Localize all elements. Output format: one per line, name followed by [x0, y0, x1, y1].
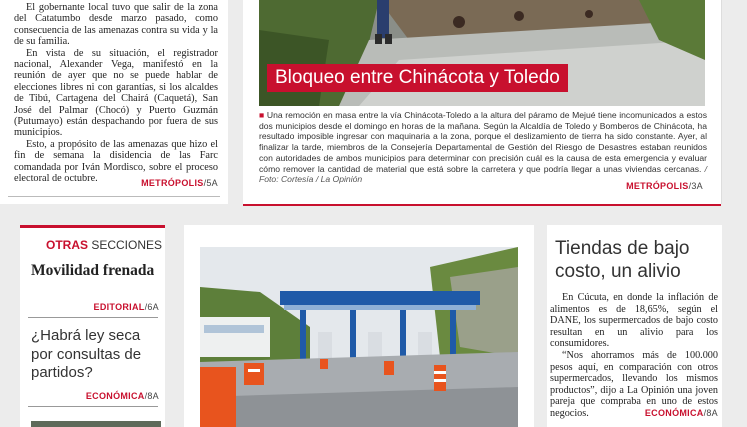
otras-secciones-label: [46, 238, 162, 252]
right-article-paragraph-2: “Nos ahorramos más de 100.000 pesos aquí, en comparación con otros supermercados, llevando los mismos productos”, dijo a La Opinión una joven pareja que compraba en uno de estos negocios.: [550, 349, 718, 419]
otras-label-red: OTRAS: [46, 238, 88, 252]
photo-credit: / Foto: Cortesía / La Opinión: [259, 163, 707, 185]
left-article-body: [14, 2, 218, 185]
right-article-section-link[interactable]: [645, 408, 718, 418]
photo-article-section-link[interactable]: [626, 181, 703, 191]
section-name: ECONÓMICA: [644, 408, 704, 418]
divider: [28, 406, 158, 407]
right-article-headline[interactable]: Tiendas de bajo costo, un alivio: [555, 238, 690, 282]
section-page: /3A: [688, 181, 703, 191]
section-page: /8A: [144, 391, 159, 401]
otras-item-2-section[interactable]: [86, 391, 159, 401]
caption-bullet: ■: [259, 110, 265, 120]
otras-secciones-box: [20, 225, 165, 427]
otras-item-1-title[interactable]: Movilidad frenada: [31, 262, 155, 279]
section-page: /5A: [203, 178, 218, 188]
toll-photo-card: [184, 225, 534, 427]
thumbnail-image: [31, 421, 161, 427]
section-name: METRÓPOLIS: [141, 178, 204, 188]
divider: [28, 317, 158, 318]
left-article-paragraph-3: Esto, a propósito de las amenazas que hizo el fin de semana la disidencia de las Farc comandada por Iván Mordisco, sobre el proceso electoral de octubre.: [14, 138, 218, 185]
otras-item-2-title[interactable]: ¿Habrá ley seca por consultas de partidos?: [31, 327, 142, 381]
section-name: METRÓPOLIS: [626, 181, 689, 191]
bottom-rule: [243, 204, 721, 206]
section-name: ECONÓMICA: [85, 391, 145, 401]
photo-caption: [259, 110, 707, 185]
photo-headline[interactable]: Bloqueo entre Chinácota y Toledo: [267, 64, 568, 92]
left-article: [0, 0, 228, 204]
caption-text: Una remoción en masa entre la vía Chinácota-Toledo a la altura del páramo de Mejué tiene incomunicados a estos dos municipios desde el domingo en horas de la mañana. Según la Alcaldía de Toledo y Bomberos de Chinácota, ha resultado imposible ingresar con maquinaria a la zona, porque el deslizamiento de tierra ha sido constante. Ayer, al finalizar la tarde, miembros de la Consejería Departamental de Gestión del Riesgo de Desastres estaban reunidos con autoridades de ambos municipios para determinar con precisión cuál es la causa de esta emergencia y evaluar cómo remover la cantidad de material que está sobre la carretera y que podría llegar a unas viviendas cercanas.: [259, 110, 707, 174]
section-name: EDITORIAL: [93, 302, 145, 312]
left-article-section-link[interactable]: [141, 178, 218, 188]
section-page: /6A: [144, 302, 159, 312]
left-article-paragraph-2: En vista de su situación, el registrador nacional, Alexander Vega, manifestó en la reunión de ayer que no se puede hablar de elecciones libres ni con garantías, si los alcaldes de Tibú, Cartagena del Chairá (Caquetá), San José del Palmar (Chocó) y Puerto Guzmán (Putumayo) están despachando por fuera de sus municipios.: [14, 47, 218, 139]
right-article-paragraph-1: En Cúcuta, en donde la inflación de alimentos es de 18,65%, según el DANE, los supermercados de bajo costo resultan en un alivio para los consumidores.: [550, 292, 718, 350]
divider: [8, 196, 220, 197]
toll-booth-photo: [200, 247, 518, 427]
photo-article: [243, 0, 722, 204]
otras-item-1-section[interactable]: [94, 302, 159, 312]
left-article-paragraph-1: El gobernante local tuvo que salir de la zona del Catatumbo desde marzo pasado, como consecuencia de las amenazas contra su vida y la de su familia.: [14, 2, 218, 48]
otras-label-rest: SECCIONES: [88, 238, 163, 252]
section-page: /8A: [703, 408, 718, 418]
right-article-body: [550, 292, 718, 420]
top-rule: [20, 225, 165, 228]
right-article: [547, 225, 722, 427]
